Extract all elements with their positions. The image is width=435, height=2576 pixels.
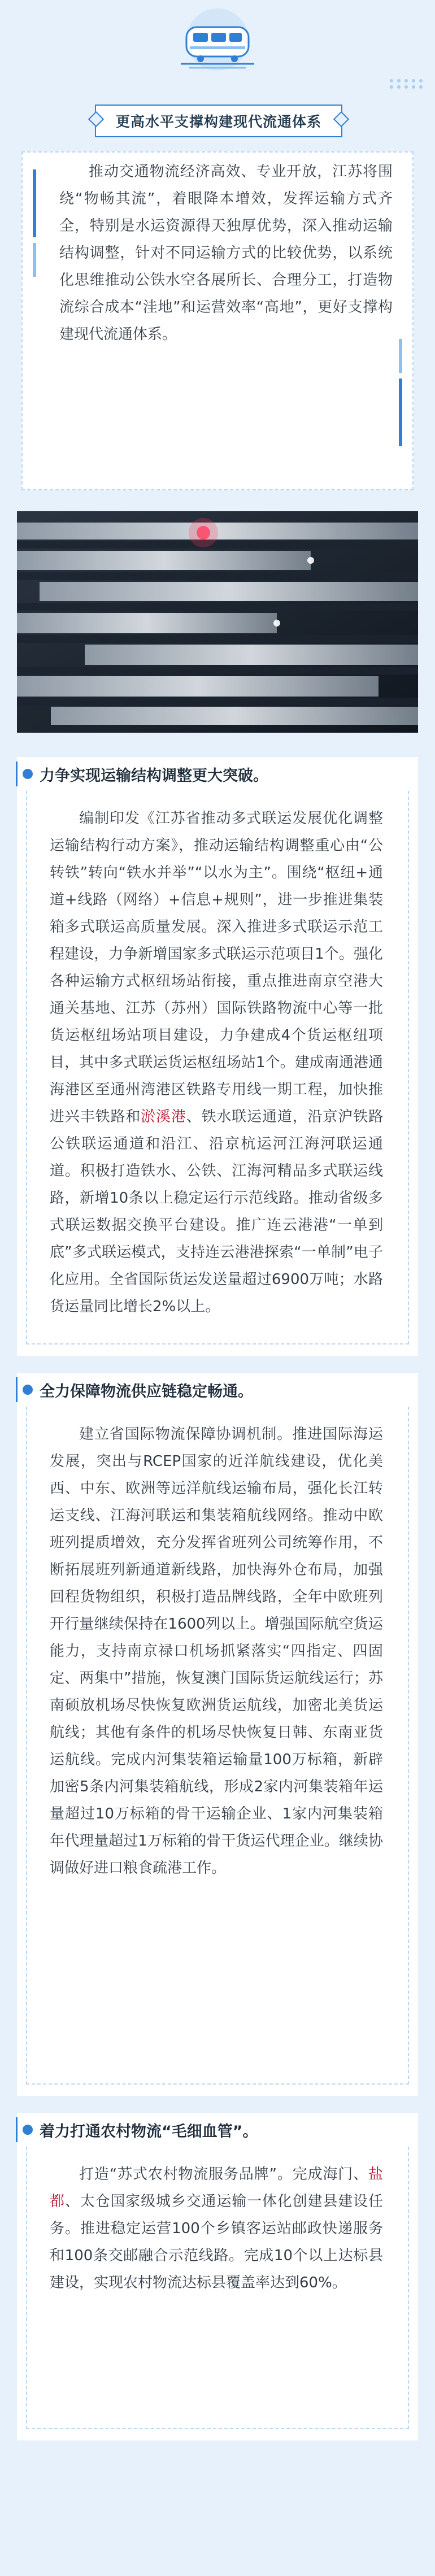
section-header xyxy=(17,2113,418,2147)
section-header xyxy=(17,1373,418,1407)
section-header xyxy=(17,757,418,791)
accent-bar xyxy=(33,243,36,277)
accent-bar xyxy=(399,339,402,373)
accent-bar xyxy=(399,378,402,446)
section-heading: 力争实现运输结构调整更大突破。 xyxy=(40,767,268,785)
high-speed-trains-photo xyxy=(17,511,418,733)
page-title: 更高水平支撑构建现代流通体系 xyxy=(115,114,321,130)
section-heading: 全力保障物流供应链稳定畅通。 xyxy=(40,1382,253,1400)
decorative-dots xyxy=(390,79,424,89)
accent-bar xyxy=(33,169,36,237)
bullet-icon xyxy=(23,1385,33,1395)
bullet-icon xyxy=(23,769,33,779)
section-paragraph: 打造“苏式农村物流服务品牌”。完成海门、盐都、太仓国家级城乡交通运输一体化创建县建设任务。推进稳定运营100个乡镇客运站邮政快递服务和100条交邮融合示范线路。完成10个以上达标县建设，实现农村物流达标县覆盖率达到60%。 xyxy=(50,2166,383,2291)
title-banner xyxy=(95,105,342,137)
bullet-icon xyxy=(23,2125,33,2135)
train-icon xyxy=(169,6,266,73)
intro-paragraph: 推动交通物流经济高效、专业开放，江苏将围绕“物畅其流”，着眼降本增效，发挥运输方式齐全，特别是水运资源得天独厚优势，深入推动运输结构调整，针对不同运输方式的比较优势，以系统化思维推动公铁水空各展所长、合理分工，打造物流综合成本“洼地”和运营效率“高地”，更好支撑构建现代流通体系。 xyxy=(59,163,393,343)
section-paragraph: 建立省国际物流保障协调机制。推进国际海运发展，突出与RCEP国家的近洋航线建设，优化美西、中东、欧洲等远洋航线运输布局，强化长江转运支线、江海河联运和集装箱航线网络。推动中欧班列提质增效，充分发挥省班列公司统筹作用，不断拓展班列新通道新线路，加快海外仓布局，加强回程货物组织，积极打造品牌线路，全年中欧班列开行量继续保持在1600列以上。增强国际航空货运能力，支持南京禄口机场抓紧落实“四指定、四固定、两集中”措施，恢复澳门国际货运航线运行；苏南硕放机场尽快恢复欧洲货运航线，加密北美货运航线；其他有条件的机场尽快恢复日韩、东南亚货运航线。完成内河集装箱运输量100万标箱，新辟加密5条内河集装箱航线，形成2家内河集装箱年运量超过10万标箱的骨干运输企业、1家内河集装箱年代理量超过1万标箱的骨干货运代理企业。继续协调做好进口粮食疏港工作。 xyxy=(50,1426,383,1877)
section-paragraph: 编制印发《江苏省推动多式联运发展优化调整运输结构行动方案》，推动运输结构调整重心由“公转铁”转向“铁水并举”“以水为主”。围绕“枢纽+通道+线路（网络）+信息+规则”，进一步推进集装箱多式联运高质量发展。深入推进多式联运示范工程建设，力争新增国家多式联运示范项目1个。强化各种运输方式枢纽场站衔接，重点推进南京空港大通关基地、江苏（苏州）国际铁路物流中心等一批货运枢纽场站项目建设，力争建成4个货运枢纽项目，其中多式联运货运枢纽场站1个。建成南通港通海港区至通州湾港区铁路专用线一期工程，加快推进兴丰铁路和淤溪港、铁水联运通道，沿京沪铁路公铁联运通道和沿江、沿京杭运河江海河联运通道。积极打造铁水、公铁、江海河精品多式联运线路，新增10条以上稳定运行示范线路。推动省级多式联运数据交换平台建设。推广连云港港“一单到底”多式联运模式，支持连云港港探索“一单制”电子化应用。全省国际货运发送量超过6900万吨；水路货运量同比增长2%以上。 xyxy=(50,810,383,1315)
section-heading: 着力打通农村物流“毛细血管”。 xyxy=(40,2122,258,2140)
